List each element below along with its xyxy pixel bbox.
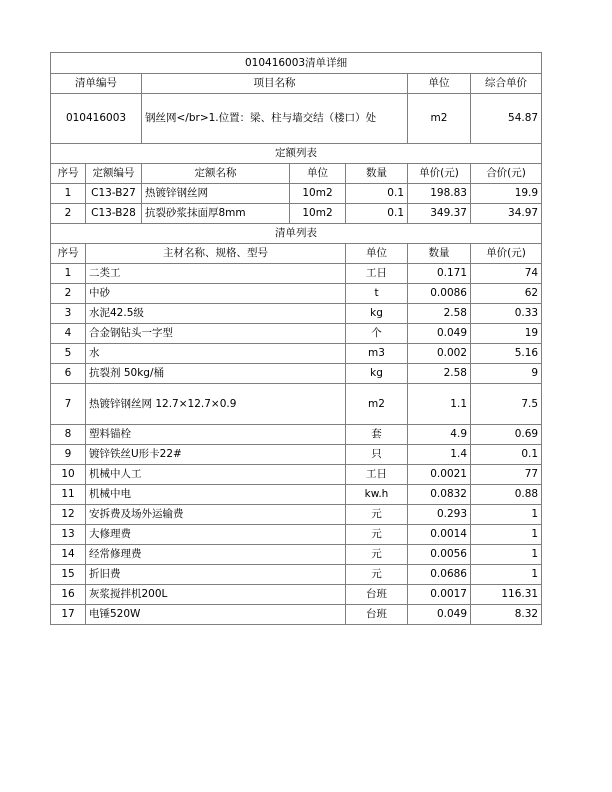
material-name: 折旧费 [86, 565, 346, 585]
material-price: 9 [471, 364, 542, 384]
material-header-qty: 数量 [408, 244, 471, 264]
table-title: 010416003清单详细 [51, 53, 542, 74]
material-seq: 6 [51, 364, 86, 384]
material-price: 0.69 [471, 425, 542, 445]
material-row [51, 445, 542, 465]
material-unit: 元 [346, 565, 408, 585]
material-unit: kg [346, 304, 408, 324]
material-qty: 4.9 [408, 425, 471, 445]
material-seq: 4 [51, 324, 86, 344]
material-unit: kg [346, 364, 408, 384]
quota-header-name: 定额名称 [142, 164, 290, 184]
material-unit: 只 [346, 445, 408, 465]
material-unit: 工日 [346, 465, 408, 485]
quota-section-title: 定额列表 [51, 144, 542, 164]
material-unit: m2 [346, 384, 408, 425]
quota-qty: 0.1 [346, 184, 408, 204]
material-seq: 16 [51, 585, 86, 605]
material-name: 机械中人工 [86, 465, 346, 485]
material-price: 8.32 [471, 605, 542, 625]
material-seq: 13 [51, 525, 86, 545]
material-price: 1 [471, 545, 542, 565]
material-section-title-row [51, 224, 542, 244]
material-seq: 3 [51, 304, 86, 324]
material-qty: 0.002 [408, 344, 471, 364]
material-seq: 9 [51, 445, 86, 465]
material-name: 镀锌铁丝U形卡22# [86, 445, 346, 465]
material-seq: 10 [51, 465, 86, 485]
material-seq: 1 [51, 264, 86, 284]
material-name: 经常修理费 [86, 545, 346, 565]
material-seq: 17 [51, 605, 86, 625]
material-unit: 台班 [346, 585, 408, 605]
material-row [51, 425, 542, 445]
quota-seq: 2 [51, 204, 86, 224]
material-unit: 元 [346, 505, 408, 525]
material-header-price: 单价(元) [471, 244, 542, 264]
material-row [51, 505, 542, 525]
material-unit: 工日 [346, 264, 408, 284]
material-unit: 个 [346, 324, 408, 344]
material-price: 0.88 [471, 485, 542, 505]
quota-unit: 10m2 [290, 184, 346, 204]
material-row [51, 585, 542, 605]
material-price: 116.31 [471, 585, 542, 605]
material-row [51, 565, 542, 585]
quota-section-title-row [51, 144, 542, 164]
quota-seq: 1 [51, 184, 86, 204]
material-row [51, 384, 542, 425]
material-header-row [51, 244, 542, 264]
item-unit: m2 [408, 94, 471, 144]
quota-unit: 10m2 [290, 204, 346, 224]
material-qty: 0.049 [408, 324, 471, 344]
item-price: 54.87 [471, 94, 542, 144]
material-name: 中砂 [86, 284, 346, 304]
item-row [51, 94, 542, 144]
quota-name: 抗裂砂浆抹面厚8mm [142, 204, 290, 224]
material-name: 电锤520W [86, 605, 346, 625]
material-price: 7.5 [471, 384, 542, 425]
material-qty: 0.0832 [408, 485, 471, 505]
quota-total: 34.97 [471, 204, 542, 224]
material-qty: 0.0056 [408, 545, 471, 565]
header-unit: 单位 [408, 74, 471, 94]
material-seq: 2 [51, 284, 86, 304]
material-row [51, 264, 542, 284]
material-unit: 元 [346, 525, 408, 545]
material-price: 74 [471, 264, 542, 284]
material-unit: 套 [346, 425, 408, 445]
material-price: 1 [471, 525, 542, 545]
material-qty: 0.171 [408, 264, 471, 284]
material-row [51, 605, 542, 625]
material-name: 二类工 [86, 264, 346, 284]
material-qty: 1.1 [408, 384, 471, 425]
quota-header-row [51, 164, 542, 184]
quota-code: C13-B27 [86, 184, 142, 204]
bill-detail-table [50, 52, 542, 625]
material-unit: 元 [346, 545, 408, 565]
material-row [51, 304, 542, 324]
material-header-name: 主材名称、规格、型号 [86, 244, 346, 264]
material-seq: 14 [51, 545, 86, 565]
quota-row [51, 184, 542, 204]
quota-header-unit: 单位 [290, 164, 346, 184]
material-price: 5.16 [471, 344, 542, 364]
item-header-row [51, 74, 542, 94]
quota-header-qty: 数量 [346, 164, 408, 184]
material-seq: 7 [51, 384, 86, 425]
header-code: 清单编号 [51, 74, 142, 94]
material-header-unit: 单位 [346, 244, 408, 264]
material-price: 62 [471, 284, 542, 304]
item-name: 钢丝网</br>1.位置：梁、柱与墙交结（楼口）处 [142, 94, 408, 144]
material-seq: 15 [51, 565, 86, 585]
material-name: 合金钢钻头一字型 [86, 324, 346, 344]
quota-price: 198.83 [408, 184, 471, 204]
material-name: 水泥42.5级 [86, 304, 346, 324]
material-name: 机械中电 [86, 485, 346, 505]
material-row [51, 284, 542, 304]
material-price: 1 [471, 505, 542, 525]
material-name: 安拆费及场外运输费 [86, 505, 346, 525]
material-qty: 2.58 [408, 364, 471, 384]
title-row [51, 53, 542, 74]
quota-price: 349.37 [408, 204, 471, 224]
material-name: 水 [86, 344, 346, 364]
quota-code: C13-B28 [86, 204, 142, 224]
quota-header-price: 单价(元) [408, 164, 471, 184]
material-name: 大修理费 [86, 525, 346, 545]
material-qty: 0.0017 [408, 585, 471, 605]
material-seq: 11 [51, 485, 86, 505]
quota-row [51, 204, 542, 224]
material-qty: 0.0021 [408, 465, 471, 485]
material-qty: 2.58 [408, 304, 471, 324]
material-row [51, 364, 542, 384]
quota-qty: 0.1 [346, 204, 408, 224]
header-price: 综合单价 [471, 74, 542, 94]
material-section-title: 清单列表 [51, 224, 542, 244]
material-row [51, 324, 542, 344]
material-price: 19 [471, 324, 542, 344]
material-qty: 1.4 [408, 445, 471, 465]
material-qty: 0.0686 [408, 565, 471, 585]
material-name: 热镀锌钢丝网 12.7×12.7×0.9 [86, 384, 346, 425]
material-name: 抗裂剂 50kg/桶 [86, 364, 346, 384]
material-row [51, 344, 542, 364]
quota-name: 热镀锌钢丝网 [142, 184, 290, 204]
material-name: 塑料锚栓 [86, 425, 346, 445]
material-seq: 8 [51, 425, 86, 445]
quota-header-total: 合价(元) [471, 164, 542, 184]
material-unit: 台班 [346, 605, 408, 625]
material-seq: 12 [51, 505, 86, 525]
quota-total: 19.9 [471, 184, 542, 204]
material-unit: m3 [346, 344, 408, 364]
material-qty: 0.049 [408, 605, 471, 625]
header-name: 项目名称 [142, 74, 408, 94]
material-row [51, 465, 542, 485]
material-qty: 0.293 [408, 505, 471, 525]
material-row [51, 525, 542, 545]
quota-header-code: 定额编号 [86, 164, 142, 184]
material-row [51, 545, 542, 565]
item-code: 010416003 [51, 94, 142, 144]
material-unit: t [346, 284, 408, 304]
material-price: 0.33 [471, 304, 542, 324]
material-qty: 0.0014 [408, 525, 471, 545]
material-price: 0.1 [471, 445, 542, 465]
material-seq: 5 [51, 344, 86, 364]
material-row [51, 485, 542, 505]
quota-header-seq: 序号 [51, 164, 86, 184]
material-unit: kw.h [346, 485, 408, 505]
material-header-seq: 序号 [51, 244, 86, 264]
material-price: 1 [471, 565, 542, 585]
material-price: 77 [471, 465, 542, 485]
material-qty: 0.0086 [408, 284, 471, 304]
material-name: 灰浆搅拌机200L [86, 585, 346, 605]
